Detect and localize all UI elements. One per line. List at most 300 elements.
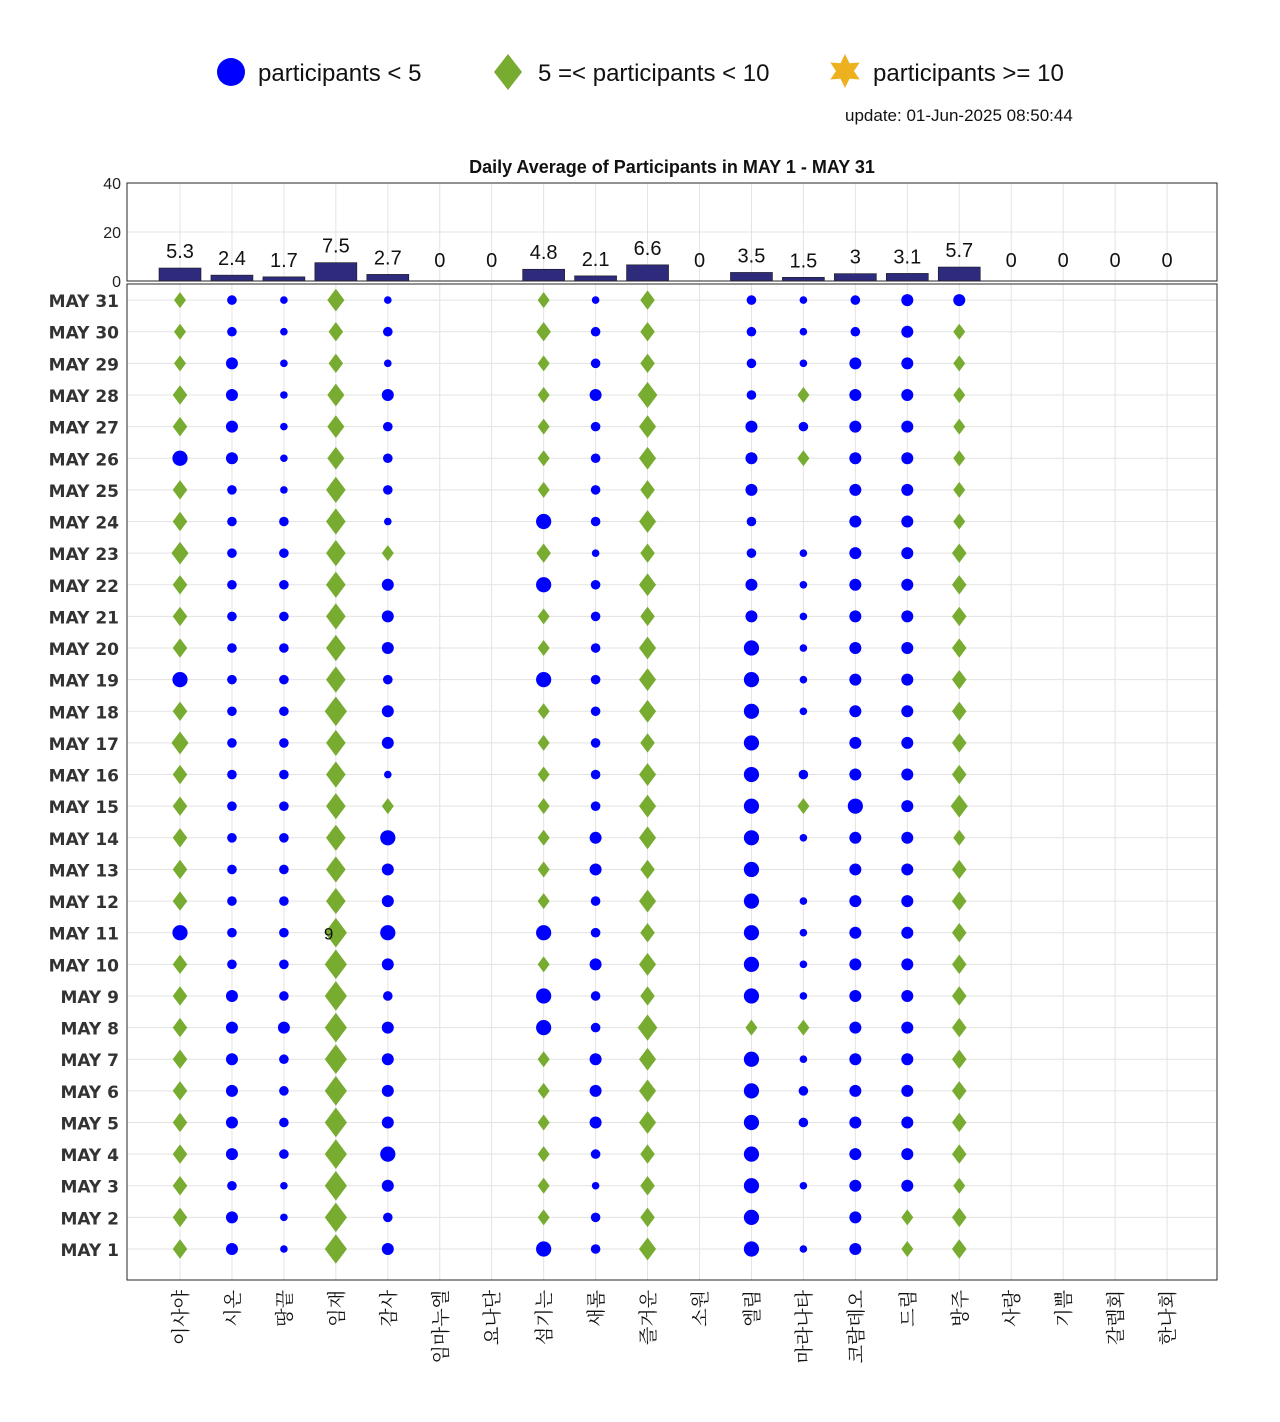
bar-y-tick-label: 0 xyxy=(112,274,121,291)
participant-diamond-marker xyxy=(173,480,188,499)
participant-circle-marker xyxy=(744,799,759,814)
participant-diamond-marker xyxy=(325,1203,347,1233)
participant-circle-marker xyxy=(380,925,395,940)
bar-value-label: 0 xyxy=(434,250,446,272)
participant-circle-marker xyxy=(744,1052,759,1067)
scatter-y-tick-label: MAY 17 xyxy=(48,734,119,755)
scatter-grid xyxy=(127,284,1217,1280)
participant-circle-marker xyxy=(227,865,237,875)
participant-diamond-marker xyxy=(639,573,656,596)
participant-diamond-marker xyxy=(538,861,550,877)
participant-circle-marker xyxy=(849,895,861,907)
participant-circle-marker xyxy=(278,1022,290,1034)
participant-circle-marker xyxy=(744,957,759,972)
participant-diamond-marker xyxy=(952,1144,967,1163)
participant-circle-marker xyxy=(382,705,394,717)
participant-circle-marker xyxy=(590,832,602,844)
legend xyxy=(217,54,1073,125)
scatter-x-tick-label: 갈렙회 xyxy=(1105,1290,1128,1346)
participant-circle-marker xyxy=(744,704,759,719)
participant-diamond-marker xyxy=(639,1238,656,1261)
scatter-x-tick-label: 섬기는 xyxy=(533,1290,556,1346)
participant-circle-marker xyxy=(280,1214,288,1222)
participant-circle-marker xyxy=(382,863,394,875)
participant-circle-marker xyxy=(384,518,392,526)
participant-diamond-marker xyxy=(327,289,344,312)
participant-circle-marker xyxy=(901,958,913,970)
participant-circle-marker xyxy=(279,548,289,558)
scatter-y-tick-label: MAY 10 xyxy=(48,956,119,977)
participant-circle-marker xyxy=(591,485,601,495)
participant-circle-marker xyxy=(849,1148,861,1160)
scatter-x-tick-label: 임재 xyxy=(325,1290,348,1327)
participant-circle-marker xyxy=(227,485,237,495)
participant-circle-marker xyxy=(849,1243,861,1255)
participant-circle-marker xyxy=(744,1083,759,1098)
participant-diamond-marker xyxy=(745,1020,757,1036)
participant-diamond-marker xyxy=(326,856,346,882)
participant-circle-marker xyxy=(226,1085,238,1097)
participant-circle-marker xyxy=(849,484,861,496)
participant-diamond-marker xyxy=(173,986,188,1005)
participant-diamond-marker xyxy=(952,1050,967,1069)
participant-diamond-marker xyxy=(640,1208,655,1227)
participant-diamond-marker xyxy=(173,765,188,784)
participant-diamond-marker xyxy=(538,735,550,751)
participant-diamond-marker xyxy=(382,545,394,561)
participant-circle-marker xyxy=(849,421,861,433)
participant-circle-marker xyxy=(849,674,861,686)
participant-circle-marker xyxy=(849,1053,861,1065)
participant-diamond-marker xyxy=(173,796,188,815)
participant-diamond-marker xyxy=(640,1176,655,1195)
scatter-y-tick-label: MAY 22 xyxy=(48,576,119,597)
participant-circle-marker xyxy=(901,1053,913,1065)
bar-value-label: 2.1 xyxy=(581,248,610,271)
participant-diamond-marker xyxy=(326,635,346,661)
bar-value-label: 0 xyxy=(1057,250,1069,272)
participant-diamond-marker xyxy=(382,798,394,814)
participant-diamond-marker xyxy=(953,387,965,403)
participant-circle-marker xyxy=(591,738,601,748)
participant-diamond-marker xyxy=(953,324,965,340)
participant-circle-marker xyxy=(226,1116,238,1128)
participant-circle-marker xyxy=(901,674,913,686)
participant-diamond-marker xyxy=(326,667,346,693)
participant-diamond-marker xyxy=(639,415,656,438)
participant-circle-marker xyxy=(901,895,913,907)
scatter-x-tick-label: 소원 xyxy=(689,1290,712,1327)
scatter-x-tick-label: 땅끝 xyxy=(273,1290,296,1327)
participant-diamond-marker xyxy=(952,543,967,562)
participant-diamond-marker xyxy=(639,1048,656,1071)
participant-circle-marker xyxy=(382,1022,394,1034)
legend-circle-marker xyxy=(217,58,245,86)
bar-value-label: 6.6 xyxy=(633,237,662,260)
participant-diamond-marker xyxy=(639,763,656,786)
participant-circle-marker xyxy=(227,612,237,622)
participant-diamond-marker xyxy=(329,322,344,341)
bar-y-tick-label: 20 xyxy=(103,225,121,242)
scatter-y-tick-label: MAY 19 xyxy=(48,671,119,692)
bar-value-label: 0 xyxy=(1109,250,1121,272)
participant-diamond-marker xyxy=(173,385,188,404)
participant-diamond-marker xyxy=(639,953,656,976)
scatter-frame xyxy=(127,284,1217,1280)
scatter-y-tick-label: MAY 16 xyxy=(48,766,119,787)
participant-circle-marker xyxy=(800,613,808,621)
participant-circle-marker xyxy=(279,991,289,1001)
participant-diamond-marker xyxy=(953,355,965,371)
participant-diamond-marker xyxy=(538,767,550,783)
participant-diamond-marker xyxy=(538,893,550,909)
scatter-x-tick-label: 코람데오 xyxy=(845,1290,868,1364)
participant-circle-marker xyxy=(849,1022,861,1034)
participant-circle-marker xyxy=(744,862,759,877)
participant-circle-marker xyxy=(849,863,861,875)
scatter-annotation: 9 xyxy=(323,924,334,944)
participant-circle-marker xyxy=(851,295,861,305)
participant-circle-marker xyxy=(744,767,759,782)
participant-circle-marker xyxy=(226,1053,238,1065)
legend-label-high: participants >= 10 xyxy=(873,60,1064,87)
participant-circle-marker xyxy=(849,1085,861,1097)
participant-circle-marker xyxy=(901,990,913,1002)
participant-circle-marker xyxy=(848,799,863,814)
participant-circle-marker xyxy=(279,580,289,590)
participant-circle-marker xyxy=(279,865,289,875)
participant-diamond-marker xyxy=(952,702,967,721)
participant-diamond-marker xyxy=(639,637,656,660)
participant-diamond-marker xyxy=(538,1146,550,1162)
participant-circle-marker xyxy=(800,644,808,652)
bar xyxy=(263,277,305,281)
participant-diamond-marker xyxy=(952,575,967,594)
participant-circle-marker xyxy=(591,422,601,432)
participant-diamond-marker xyxy=(953,1178,965,1194)
participant-diamond-marker xyxy=(173,1018,188,1037)
bar-value-label: 2.4 xyxy=(218,248,246,271)
bar xyxy=(886,273,928,281)
participant-circle-marker xyxy=(744,830,759,845)
participant-diamond-marker xyxy=(639,668,656,691)
participant-diamond-marker xyxy=(952,765,967,784)
participant-circle-marker xyxy=(382,958,394,970)
participant-circle-marker xyxy=(279,960,289,970)
participant-circle-marker xyxy=(226,1148,238,1160)
participant-circle-marker xyxy=(744,735,759,750)
participant-diamond-marker xyxy=(173,1050,188,1069)
participant-circle-marker xyxy=(745,610,757,622)
participant-circle-marker xyxy=(800,992,808,1000)
participant-circle-marker xyxy=(279,770,289,780)
participant-diamond-marker xyxy=(173,702,188,721)
participant-circle-marker xyxy=(536,514,551,529)
participant-circle-marker xyxy=(226,1243,238,1255)
participant-circle-marker xyxy=(536,1241,551,1256)
participant-circle-marker xyxy=(800,929,808,937)
participant-circle-marker xyxy=(800,676,808,684)
participant-diamond-marker xyxy=(638,382,658,408)
participant-circle-marker xyxy=(279,1118,289,1128)
participant-diamond-marker xyxy=(325,696,347,726)
participant-diamond-marker xyxy=(638,1014,658,1040)
participant-circle-marker xyxy=(901,389,913,401)
participant-diamond-marker xyxy=(640,480,655,499)
bar xyxy=(834,274,876,281)
scatter-x-tick-label: 드림 xyxy=(897,1290,920,1327)
participant-circle-marker xyxy=(280,486,288,494)
participant-circle-marker xyxy=(280,454,288,462)
participant-circle-marker xyxy=(227,548,237,558)
participant-diamond-marker xyxy=(538,1083,550,1099)
participant-circle-marker xyxy=(745,452,757,464)
participant-diamond-marker xyxy=(173,1113,188,1132)
participant-circle-marker xyxy=(851,327,861,337)
scatter-y-tick-label: MAY 5 xyxy=(60,1114,119,1135)
bar-value-label: 1.7 xyxy=(269,249,298,272)
participant-diamond-marker xyxy=(326,793,346,819)
participant-circle-marker xyxy=(800,549,808,557)
participant-circle-marker xyxy=(591,928,601,938)
participant-circle-marker xyxy=(591,612,601,622)
participant-circle-marker xyxy=(226,1211,238,1223)
participant-circle-marker xyxy=(901,769,913,781)
participant-circle-marker xyxy=(849,452,861,464)
participant-circle-marker xyxy=(536,988,551,1003)
legend-diamond-marker xyxy=(494,54,522,90)
participant-diamond-marker xyxy=(952,733,967,752)
participant-circle-marker xyxy=(279,706,289,716)
bar-value-label: 3.5 xyxy=(737,245,766,268)
participant-circle-marker xyxy=(279,675,289,685)
participant-circle-marker xyxy=(799,422,809,432)
participant-circle-marker xyxy=(227,1181,237,1191)
participant-circle-marker xyxy=(382,1085,394,1097)
participant-circle-marker xyxy=(280,423,288,431)
scatter-y-tick-label: MAY 13 xyxy=(48,861,119,882)
participant-diamond-marker xyxy=(952,1208,967,1227)
participant-diamond-marker xyxy=(640,923,655,942)
participant-circle-marker xyxy=(849,579,861,591)
participant-diamond-marker xyxy=(171,732,188,755)
bar-chart-title: Daily Average of Participants in MAY 1 - MAY 31 xyxy=(469,157,875,177)
participant-diamond-marker xyxy=(951,795,968,818)
scatter-y-tick-label: MAY 7 xyxy=(60,1051,119,1072)
participant-circle-marker xyxy=(592,296,600,304)
bar-value-label: 0 xyxy=(693,250,706,272)
participant-circle-marker xyxy=(591,675,601,685)
participant-diamond-marker xyxy=(326,603,346,629)
participant-circle-marker xyxy=(590,389,602,401)
legend-star-marker xyxy=(830,54,859,88)
participant-circle-marker xyxy=(383,422,393,432)
participant-circle-marker xyxy=(227,327,237,337)
participant-circle-marker xyxy=(382,389,394,401)
participant-circle-marker xyxy=(280,296,288,304)
participant-diamond-marker xyxy=(538,450,550,466)
participant-diamond-marker xyxy=(901,1209,913,1225)
participant-circle-marker xyxy=(799,770,809,780)
scatter-y-tick-label: MAY 24 xyxy=(48,513,119,534)
scatter-y-labels xyxy=(49,292,120,1261)
participant-circle-marker xyxy=(744,925,759,940)
participant-circle-marker xyxy=(592,1182,600,1190)
participant-diamond-marker xyxy=(327,415,344,438)
participant-diamond-marker xyxy=(325,1076,347,1106)
participant-circle-marker xyxy=(172,451,187,466)
participant-diamond-marker xyxy=(797,798,809,814)
participant-circle-marker xyxy=(799,1118,809,1128)
bar-chart xyxy=(103,157,1217,291)
participant-circle-marker xyxy=(901,1180,913,1192)
participant-circle-marker xyxy=(592,549,600,557)
participant-circle-marker xyxy=(901,737,913,749)
participant-diamond-marker xyxy=(640,543,655,562)
participant-circle-marker xyxy=(901,547,913,559)
participant-diamond-marker xyxy=(953,482,965,498)
bar-value-label: 7.5 xyxy=(321,235,350,258)
legend-label-low: participants < 5 xyxy=(258,60,422,87)
participant-diamond-marker xyxy=(640,1144,655,1163)
participant-diamond-marker xyxy=(173,1081,188,1100)
participant-diamond-marker xyxy=(326,888,346,914)
bar-value-label: 1.5 xyxy=(789,250,818,273)
participant-circle-marker xyxy=(172,672,187,687)
scatter-y-tick-label: MAY 25 xyxy=(48,481,119,502)
participant-circle-marker xyxy=(901,452,913,464)
participant-circle-marker xyxy=(383,327,393,337)
participant-diamond-marker xyxy=(640,860,655,879)
participant-circle-marker xyxy=(591,359,601,369)
bar-chart-y-ticks xyxy=(103,176,121,291)
participant-circle-marker xyxy=(280,328,288,336)
participant-diamond-marker xyxy=(952,638,967,657)
participant-circle-marker xyxy=(227,517,237,527)
scatter-y-tick-label: MAY 12 xyxy=(48,893,119,914)
participant-diamond-marker xyxy=(326,477,346,503)
participant-circle-marker xyxy=(280,1182,288,1190)
bar xyxy=(627,265,669,281)
participant-circle-marker xyxy=(901,863,913,875)
scatter-x-tick-label: 기쁨 xyxy=(1053,1290,1076,1327)
participant-circle-marker xyxy=(901,326,913,338)
participant-circle-marker xyxy=(800,328,808,336)
participant-diamond-marker xyxy=(639,1079,656,1102)
bar-value-label: 5.7 xyxy=(945,240,974,263)
participant-diamond-marker xyxy=(953,419,965,435)
participant-circle-marker xyxy=(280,360,288,368)
participant-circle-marker xyxy=(849,389,861,401)
participant-diamond-marker xyxy=(639,1111,656,1134)
participant-circle-marker xyxy=(744,640,759,655)
scatter-x-tick-label: 엘림 xyxy=(741,1290,764,1327)
scatter-y-tick-label: MAY 4 xyxy=(60,1146,119,1167)
participant-diamond-marker xyxy=(953,514,965,530)
bar-value-label: 0 xyxy=(1161,250,1173,272)
participant-circle-marker xyxy=(227,675,237,685)
participant-circle-marker xyxy=(279,738,289,748)
update-timestamp: update: 01-Jun-2025 08:50:44 xyxy=(845,106,1073,125)
participant-diamond-marker xyxy=(952,891,967,910)
participant-circle-marker xyxy=(591,1244,601,1254)
participant-diamond-marker xyxy=(326,825,346,851)
participant-diamond-marker xyxy=(325,1139,347,1169)
participant-circle-marker xyxy=(280,1245,288,1253)
participant-circle-marker xyxy=(901,421,913,433)
bar-value-label: 2.7 xyxy=(373,247,402,270)
participant-circle-marker xyxy=(849,832,861,844)
bar-value-label: 3.1 xyxy=(893,246,922,269)
bar xyxy=(367,274,409,281)
participant-circle-marker xyxy=(279,643,289,653)
participant-circle-marker xyxy=(849,642,861,654)
participant-circle-marker xyxy=(227,896,237,906)
participant-circle-marker xyxy=(800,1055,808,1063)
scatter-y-tick-label: MAY 28 xyxy=(48,386,119,407)
participant-circle-marker xyxy=(591,801,601,811)
participant-circle-marker xyxy=(901,294,913,306)
participant-diamond-marker xyxy=(639,510,656,533)
participant-circle-marker xyxy=(591,1149,601,1159)
bar xyxy=(211,275,253,281)
participant-circle-marker xyxy=(226,452,238,464)
participant-diamond-marker xyxy=(329,354,344,373)
scatter-y-tick-label: MAY 31 xyxy=(48,292,119,313)
bar xyxy=(575,276,617,281)
bar-y-tick-label: 40 xyxy=(103,176,121,193)
participant-circle-marker xyxy=(227,770,237,780)
participant-circle-marker xyxy=(227,295,237,305)
participant-circle-marker xyxy=(901,610,913,622)
participant-diamond-marker xyxy=(538,292,550,308)
participant-diamond-marker xyxy=(952,955,967,974)
participant-diamond-marker xyxy=(173,607,188,626)
participant-circle-marker xyxy=(744,672,759,687)
participant-diamond-marker xyxy=(538,1051,550,1067)
participant-circle-marker xyxy=(849,705,861,717)
participant-circle-marker xyxy=(800,581,808,589)
participant-diamond-marker xyxy=(326,540,346,566)
participant-circle-marker xyxy=(383,991,393,1001)
participant-diamond-marker xyxy=(538,482,550,498)
bar xyxy=(782,277,824,281)
participant-circle-marker xyxy=(901,832,913,844)
participant-diamond-marker xyxy=(326,508,346,534)
participant-diamond-marker xyxy=(173,638,188,657)
participant-diamond-marker xyxy=(174,324,186,340)
participant-diamond-marker xyxy=(173,417,188,436)
participant-diamond-marker xyxy=(538,830,550,846)
participant-circle-marker xyxy=(901,484,913,496)
participant-circle-marker xyxy=(279,1086,289,1096)
participant-circle-marker xyxy=(901,642,913,654)
participant-diamond-marker xyxy=(640,322,655,341)
participant-circle-marker xyxy=(953,294,965,306)
participant-circle-marker xyxy=(901,800,913,812)
participant-circle-marker xyxy=(380,1147,395,1162)
participant-circle-marker xyxy=(226,421,238,433)
participant-diamond-marker xyxy=(952,1018,967,1037)
scatter-x-tick-label: 한나회 xyxy=(1157,1290,1180,1346)
participant-circle-marker xyxy=(901,1148,913,1160)
participant-circle-marker xyxy=(800,834,808,842)
participant-diamond-marker xyxy=(952,860,967,879)
participant-circle-marker xyxy=(747,390,757,400)
participant-diamond-marker xyxy=(952,1239,967,1258)
participant-diamond-marker xyxy=(173,1176,188,1195)
scatter-y-tick-label: MAY 26 xyxy=(48,450,119,471)
